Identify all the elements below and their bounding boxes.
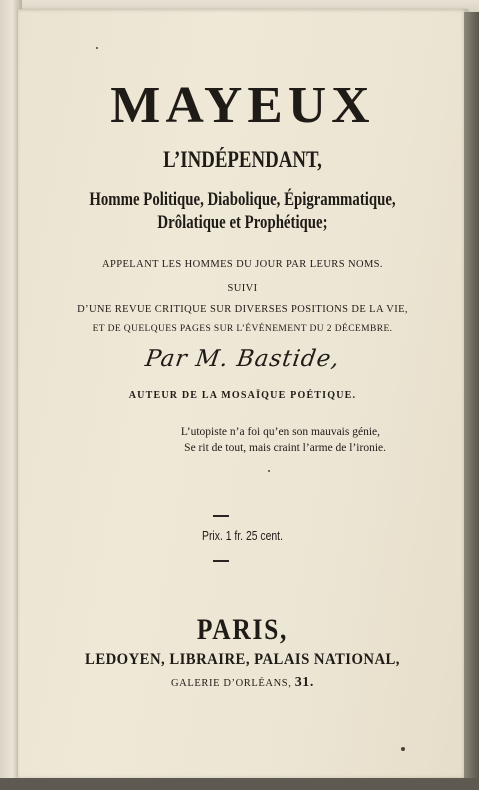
descriptor-line-1: Homme Politique, Diabolique, Épigrammatique, (89, 189, 396, 210)
epigraph-line-2: Se rit de tout, mais craint l’arme de l’ironie. (184, 442, 386, 454)
bottom-edge-shadow (0, 778, 479, 790)
divider-top (213, 515, 229, 517)
book-subtitle: L’INDÉPENDANT, (163, 147, 322, 172)
paper-speck (268, 470, 270, 472)
imprint-city: PARIS, (196, 613, 289, 646)
paper-speck (96, 47, 98, 49)
imprint-address-number: 31. (294, 675, 314, 690)
description-line-2: SUIVI (227, 283, 258, 294)
description-line-1: APPELANT LES HOMMES DU JOUR PAR LEURS NOMS. (102, 259, 383, 270)
descriptor-line-2: Drôlatique et Prophétique; (157, 212, 328, 233)
price-label: Prix. 1 fr. 25 cent. (202, 528, 283, 543)
author-name: Par M. Bastide, (143, 346, 342, 372)
imprint-publisher: LEDOYEN, LIBRAIRE, PALAIS NATIONAL, (85, 651, 400, 668)
description-line-4: ET DE QUELQUES PAGES SUR L’ÉVÉNEMENT DU 2 DÉCEMBRE. (92, 324, 393, 334)
description-line-3: D’UNE REVUE CRITIQUE SUR DIVERSES POSITIONS DE LA VIE, (77, 304, 408, 315)
divider-bottom (213, 560, 229, 562)
book-title: MAYEUX (110, 77, 375, 134)
imprint-address-prefix: GALERIE D’ORLÉANS, (170, 678, 292, 689)
author-role: AUTEUR DE LA MOSAÏQUE POÉTIQUE. (128, 390, 357, 401)
paper-speck (401, 747, 405, 751)
epigraph-line-1: L’utopiste n’a foi qu’en son mauvais génie, (180, 426, 380, 438)
imprint-address (18, 675, 467, 691)
